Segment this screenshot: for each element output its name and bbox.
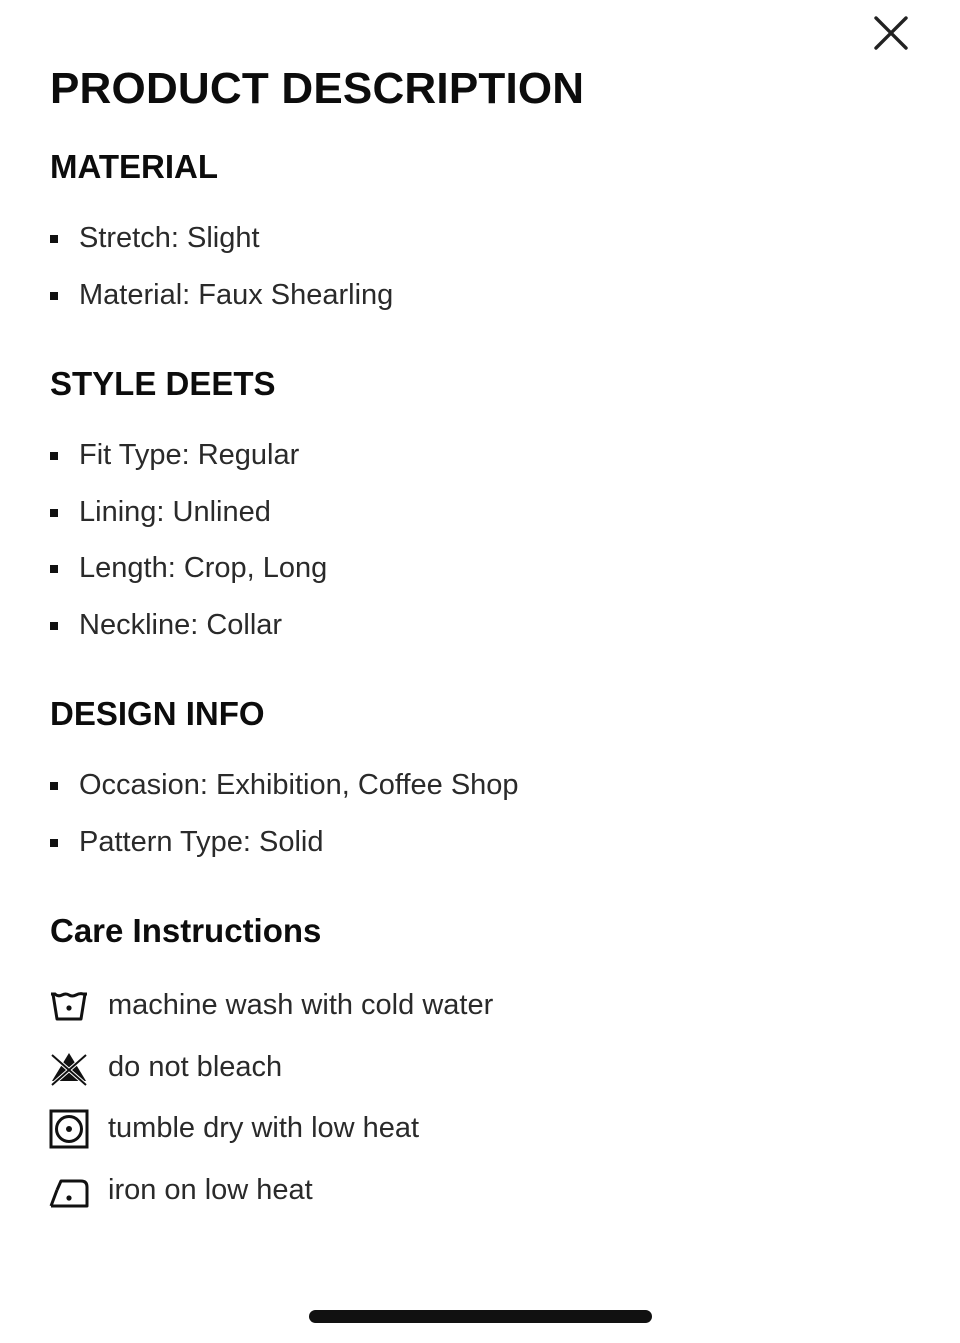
close-icon: [870, 12, 912, 54]
care-item-text: tumble dry with low heat: [108, 1112, 420, 1144]
bullet-icon: [50, 839, 58, 847]
care-item-text: iron on low heat: [108, 1173, 313, 1206]
do-not-bleach-icon: [48, 1047, 90, 1089]
list-item-text: Material: Faux Shearling: [79, 278, 394, 311]
material-list: [50, 220, 393, 333]
care-item-text: machine wash with cold water: [108, 989, 494, 1021]
bullet-icon: [50, 622, 58, 630]
list-item-text: Pattern Type: Solid: [79, 825, 324, 858]
list-item-text: Length: Crop, Long: [79, 552, 328, 585]
list-item: [50, 220, 393, 277]
bullet-icon: [50, 782, 58, 790]
tumble-dry-low-icon: [48, 1108, 90, 1150]
list-item-text: Stretch: Slight: [79, 222, 260, 254]
list-item-text: Lining: Unlined: [79, 495, 271, 528]
bullet-icon: [50, 565, 58, 573]
list-item: [50, 494, 327, 551]
list-item: [50, 607, 327, 664]
list-item: [50, 767, 519, 824]
bullet-icon: [50, 235, 58, 243]
care-instructions-heading: Care Instructions: [50, 912, 322, 949]
list-item-text: Neckline: Collar: [79, 609, 283, 642]
design-info-list: [50, 767, 519, 880]
list-item: [50, 437, 327, 494]
bullet-icon: [50, 292, 58, 300]
list-item: [50, 824, 519, 881]
page-title: PRODUCT DESCRIPTION: [50, 64, 585, 113]
iron-low-icon: [48, 1170, 90, 1212]
style-deets-list: [50, 437, 327, 664]
list-item: [50, 550, 327, 607]
close-button[interactable]: [870, 12, 912, 54]
home-indicator[interactable]: [309, 1310, 652, 1323]
care-item-text: do not bleach: [108, 1050, 283, 1083]
bullet-icon: [50, 452, 58, 460]
machine-wash-cold-icon: [48, 985, 90, 1027]
design-info-heading: DESIGN INFO: [50, 695, 265, 732]
material-heading: MATERIAL: [50, 148, 219, 185]
bullet-icon: [50, 509, 58, 517]
style-deets-heading: STYLE DEETS: [50, 365, 276, 402]
list-item-text: Occasion: Exhibition, Coffee Shop: [79, 769, 519, 801]
list-item: [50, 277, 393, 334]
list-item-text: Fit Type: Regular: [79, 439, 300, 471]
